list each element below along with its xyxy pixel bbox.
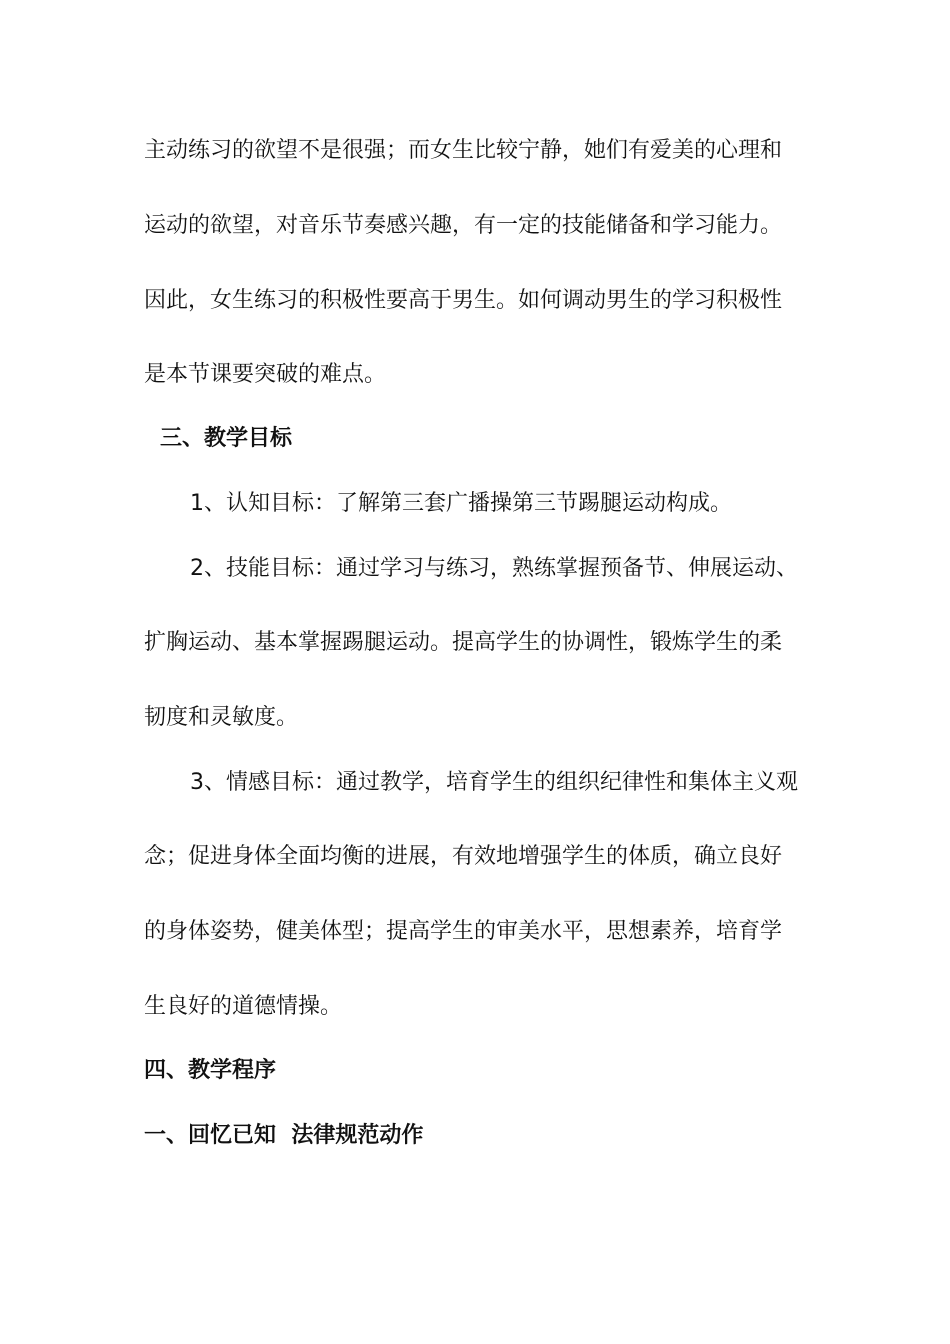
body-text-line: 因此，女生练习的积极性要高于男生。如何调动男生的学习积极性: [144, 288, 783, 313]
body-text-line: 运动的欲望，对音乐节奏感兴趣，有一定的技能储备和学习能力。: [144, 213, 783, 238]
section-heading-teaching-procedure: 四、教学程序: [144, 1058, 277, 1083]
goal-skill-line: 扩胸运动、基本掌握踢腿运动。提高学生的协调性，锻炼学生的柔: [144, 630, 783, 655]
subsection-heading-recall: 一、回忆已知 法律规范动作: [144, 1123, 424, 1148]
body-text-line: 主动练习的欲望不是很强；而女生比较宁静，她们有爱美的心理和: [144, 138, 783, 163]
goal-skill-line: 韧度和灵敏度。: [144, 705, 299, 730]
goal-emotion-line: 3、情感目标：通过教学，培育学生的组织纪律性和集体主义观: [190, 770, 798, 795]
goal-emotion-line: 的身体姿势，健美体型；提高学生的审美水平，思想素养，培育学: [144, 919, 783, 944]
body-text-line: 是本节课要突破的难点。: [144, 362, 387, 387]
goal-emotion-line: 生良好的道德情操。: [144, 994, 343, 1019]
goal-cognitive-line: 1、认知目标：了解第三套广播操第三节踢腿运动构成。: [190, 491, 732, 516]
goal-emotion-line: 念；促进身体全面均衡的进展，有效地增强学生的体质，确立良好: [144, 844, 783, 869]
goal-skill-line: 2、技能目标：通过学习与练习，熟练掌握预备节、伸展运动、: [190, 556, 798, 581]
section-heading-teaching-goals: 三、教学目标: [160, 426, 293, 451]
